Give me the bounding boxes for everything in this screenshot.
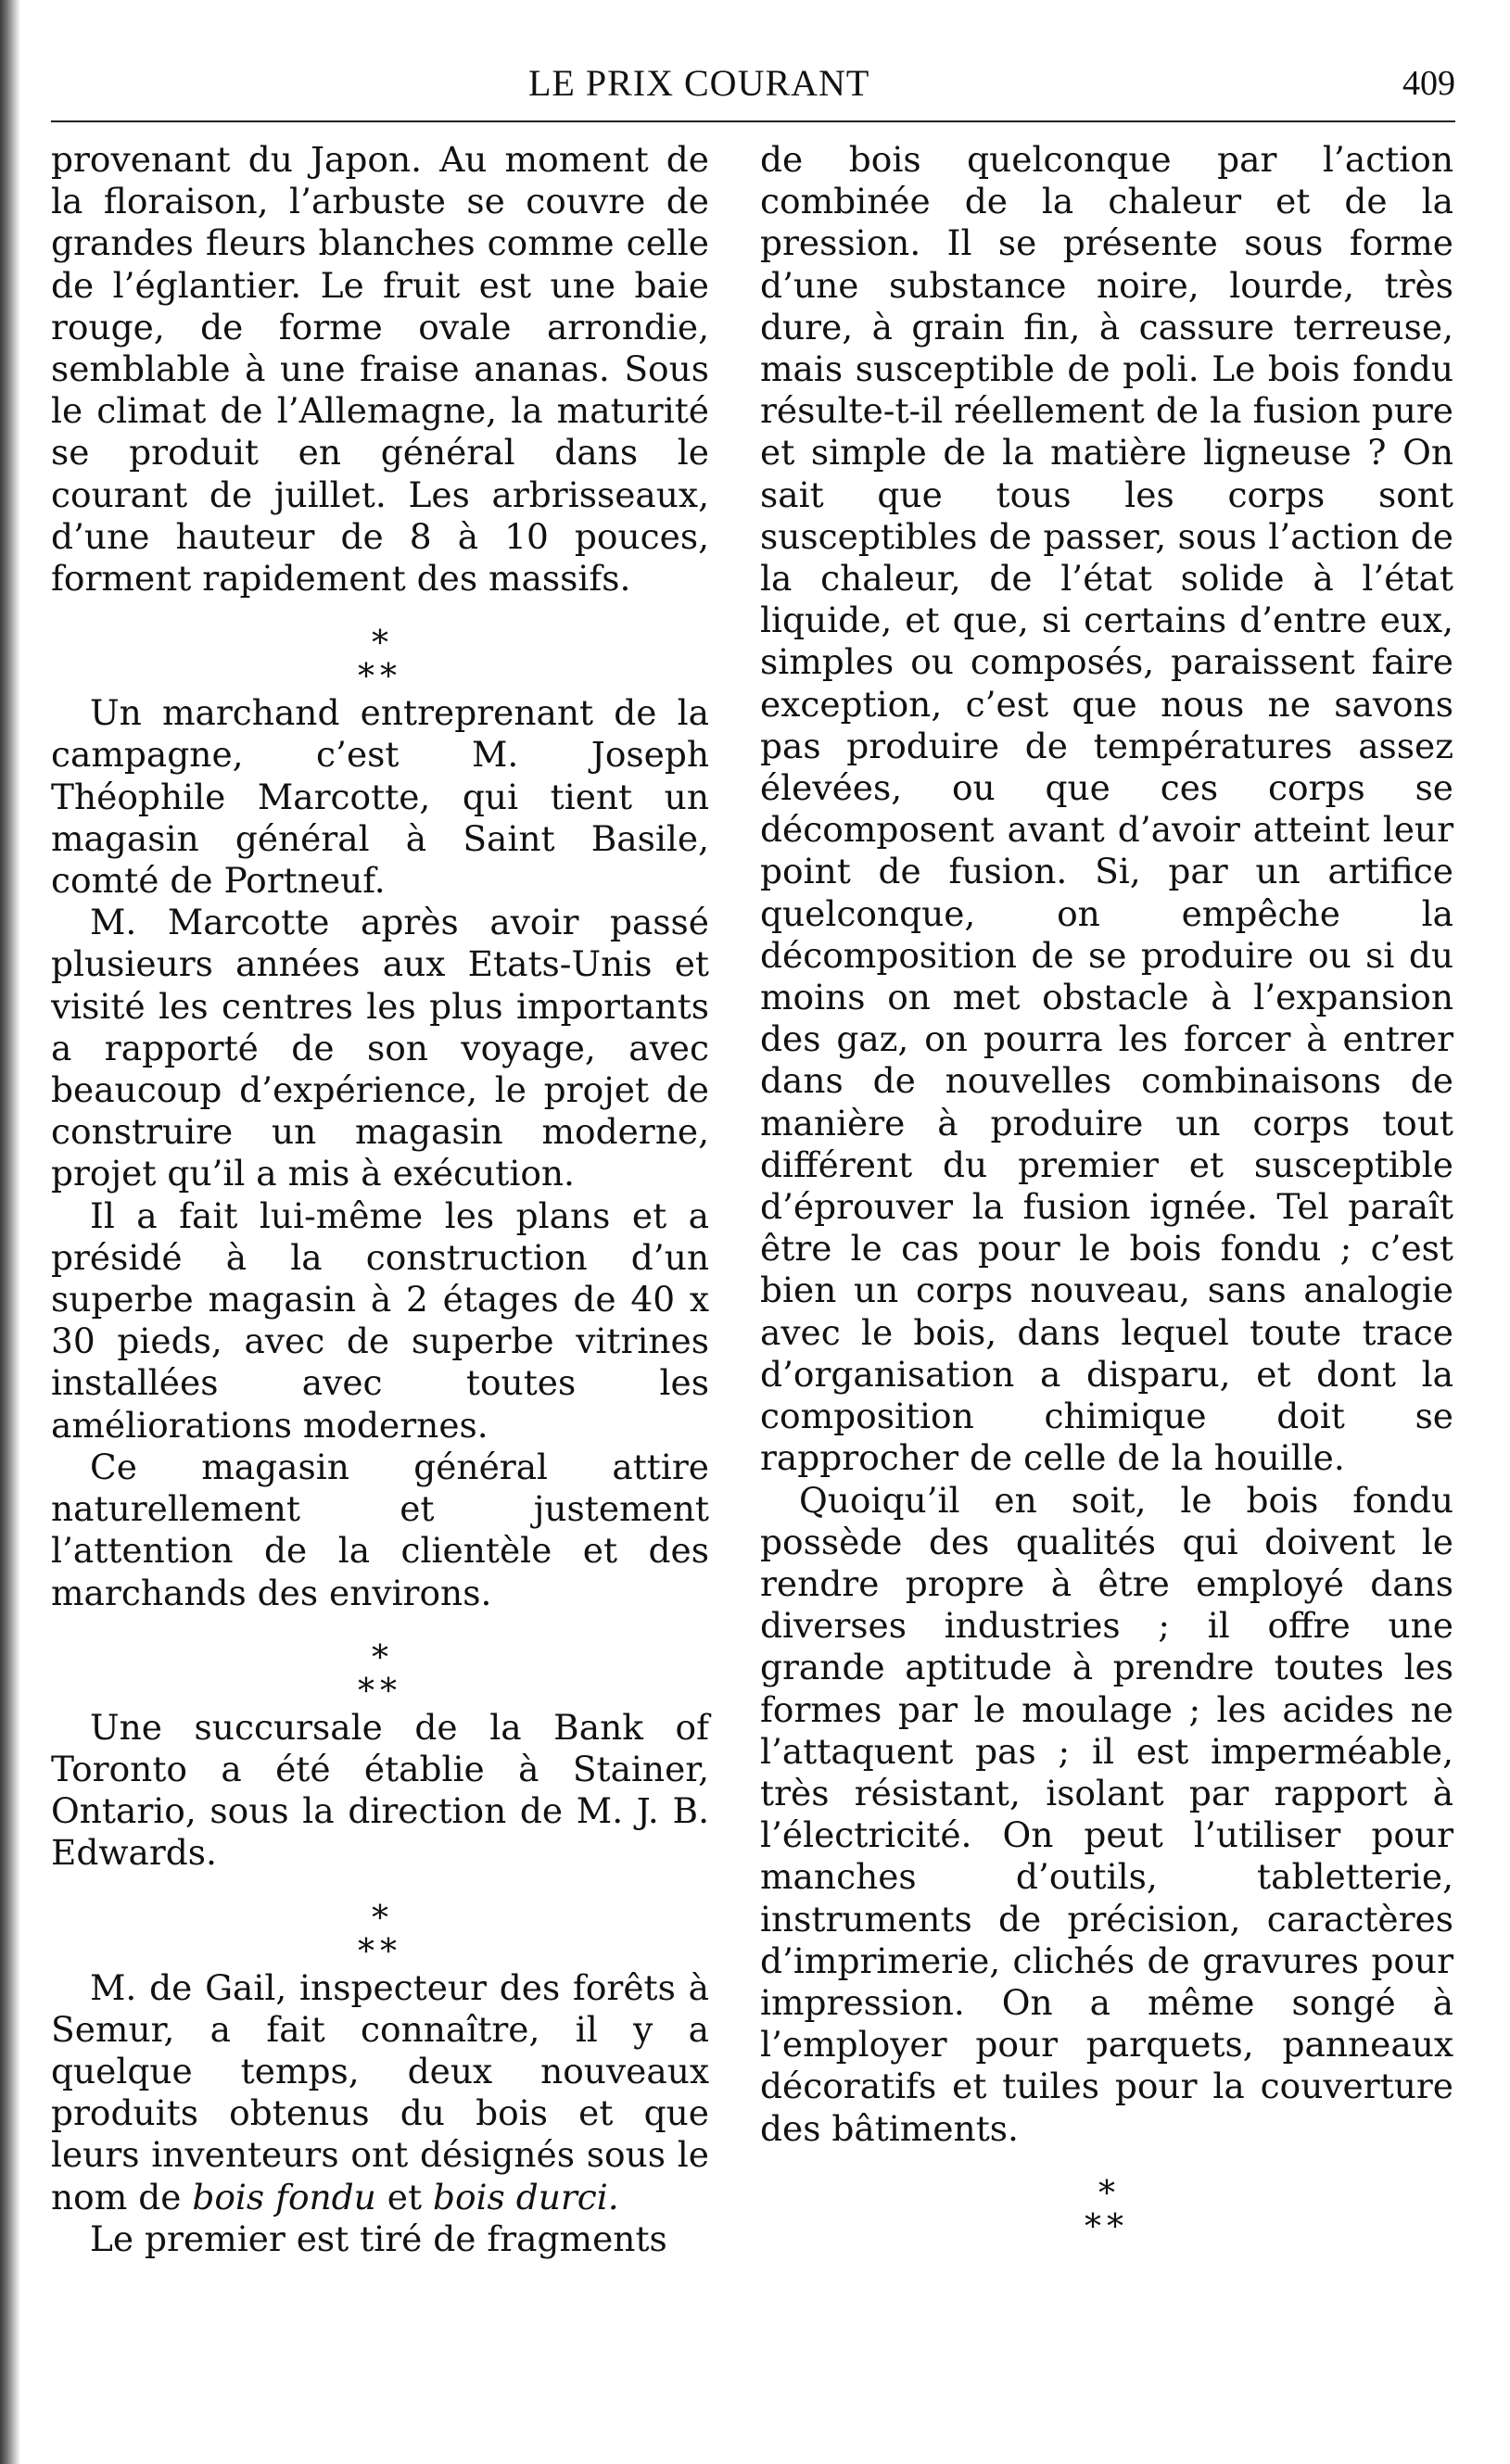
page-number: 409 bbox=[1402, 64, 1455, 103]
paragraph-marcotte-voyage: M. Marcotte après avoir passé plusieurs années aux Etats-Unis et visité les centres les plus importants a rapporté de son voyage, avec beaucoup d’expérience, le projet de construire un magasin moderne, projet qu’il a mis à exécution. bbox=[51, 902, 709, 1194]
paragraph-marcotte-clientele: Ce magasin général attire naturellement et justement l’attention de la clientèle et des marchands des environs. bbox=[51, 1446, 709, 1613]
paragraph-japon: provenant du Japon. Au moment de la floraison, l’arbuste se couvre de grandes fleurs blanches comme celle de l’églantier. Le fruit est une baie rouge, de forme ovale arrondie, semblable à une fraise ananas. Sous le climat de l’Allemagne, la maturité se produit en général dans le courant de juillet. Les arbrisseaux, d’une hauteur de 8 à 10 pouces, forment rapidement des massifs. bbox=[51, 139, 709, 600]
asterism-separator bbox=[51, 1614, 709, 1711]
paragraph-premier: Le premier est tiré de fragments bbox=[90, 2218, 667, 2259]
paragraph-marcotte-plans: Il a fait lui-même les plans et a présidé à la construction d’un superbe magasin à 2 étages de 40 x 30 pieds, avec de superbe vitrines installées avec toutes les améliorations modernes. bbox=[51, 1194, 709, 1446]
asterism-top: * bbox=[1098, 2174, 1115, 2213]
paragraph-bank-toronto: Une succursale de la Bank of Toronto a été établie à Stainer, Ontario, sous la direction de M. J. B. Edwards. bbox=[51, 1706, 709, 1874]
term-bois-durci: bois durci. bbox=[432, 2176, 619, 2218]
left-column bbox=[51, 139, 709, 2260]
asterism-top: * bbox=[372, 625, 388, 663]
header-rule bbox=[51, 120, 1455, 122]
paragraph-de-gail-text: M. de Gail, inspecteur des forêts à Semur, a fait connaître, il y a quelque temps, deux nouveaux produits obtenus du bois et que leurs inventeurs ont désignés sous le nom de bbox=[51, 1966, 709, 2218]
paragraph-bois-fondu-description: de bois quelconque par l’action combinée de la chaleur et de la pression. Il se présente sous forme d’une substance noire, lourde, très dure, à grain fin, à cassure terreuse, mais susceptible de poli. Le bois fondu résulte-t-il réellement de la fusion pure et simple de la matière ligneuse ? On sait que tous les corps sont susceptibles de passer, sous l’action de la chaleur, de l’état solide à l’état liquide, et que, si certains d’entre eux, simples ou composés, paraissent faire exception, c’est que nous ne savons pas produire de températures assez élevées, ou que ces corps se décomposent avant d’avoir atteint leur point de fusion. Si, par un artifice quelconque, on empêche la décomposition de se produire ou si du moins on met obstacle à l’expansion des gaz, on pourra les forcer à entrer dans de nouvelles combinaisons de manière à produire un corps tout différent du premier et susceptible d’éprouver la fusion ignée. Tel paraît être le cas pour le bois fondu ; c’est bien un corps nouveau, sans analogie avec le bois, dans lequel toute trace d’organisation a disparu, et dont la composition chimique doit se rapprocher de celle de la houille. bbox=[760, 139, 1453, 1479]
asterism-bottom: ** bbox=[358, 1932, 402, 1971]
asterism-separator bbox=[760, 2150, 1453, 2246]
paragraph-de-gail bbox=[51, 1967, 709, 2218]
running-title: LE PRIX COURANT bbox=[528, 62, 870, 104]
scan-edge-shadow bbox=[0, 0, 20, 2464]
asterism-top: * bbox=[372, 1638, 388, 1677]
asterism-bottom: ** bbox=[358, 658, 402, 697]
asterism-bottom: ** bbox=[1085, 2207, 1129, 2246]
asterism-separator bbox=[51, 1875, 709, 1971]
paragraph-bois-fondu-qualites: Quoiqu’il en soit, le bois fondu possède des qualités qui doivent le rendre propre à être employé dans diverses industries ; il offre une grande aptitude à prendre toutes les formes par le moulage ; les acides ne l’attaquent pas ; il est imperméable, très résistant, isolant par rapport à l’électricité. On peut l’utiliser pour manches d’outils, tabletterie, instruments de précision, caractères d’imprimerie, clichés de gravures pour impression. On a même songé à l’employer pour parquets, panneaux décoratifs et tuiles pour la couverture des bâtiments. bbox=[760, 1479, 1453, 2149]
right-column bbox=[760, 139, 1453, 2246]
conjunction: et bbox=[387, 2176, 423, 2218]
page-header bbox=[46, 56, 1455, 111]
paragraph-marcotte-intro: Un marchand entreprenant de la campagne, c’est M. Joseph Théophile Marcotte, qui tient un magasin général à Saint Basile, comté de Portneuf. bbox=[51, 692, 709, 902]
asterism-bottom: ** bbox=[358, 1672, 402, 1711]
asterism-separator bbox=[51, 600, 709, 697]
term-bois-fondu: bois fondu bbox=[192, 2176, 376, 2218]
asterism-top: * bbox=[372, 1899, 388, 1938]
